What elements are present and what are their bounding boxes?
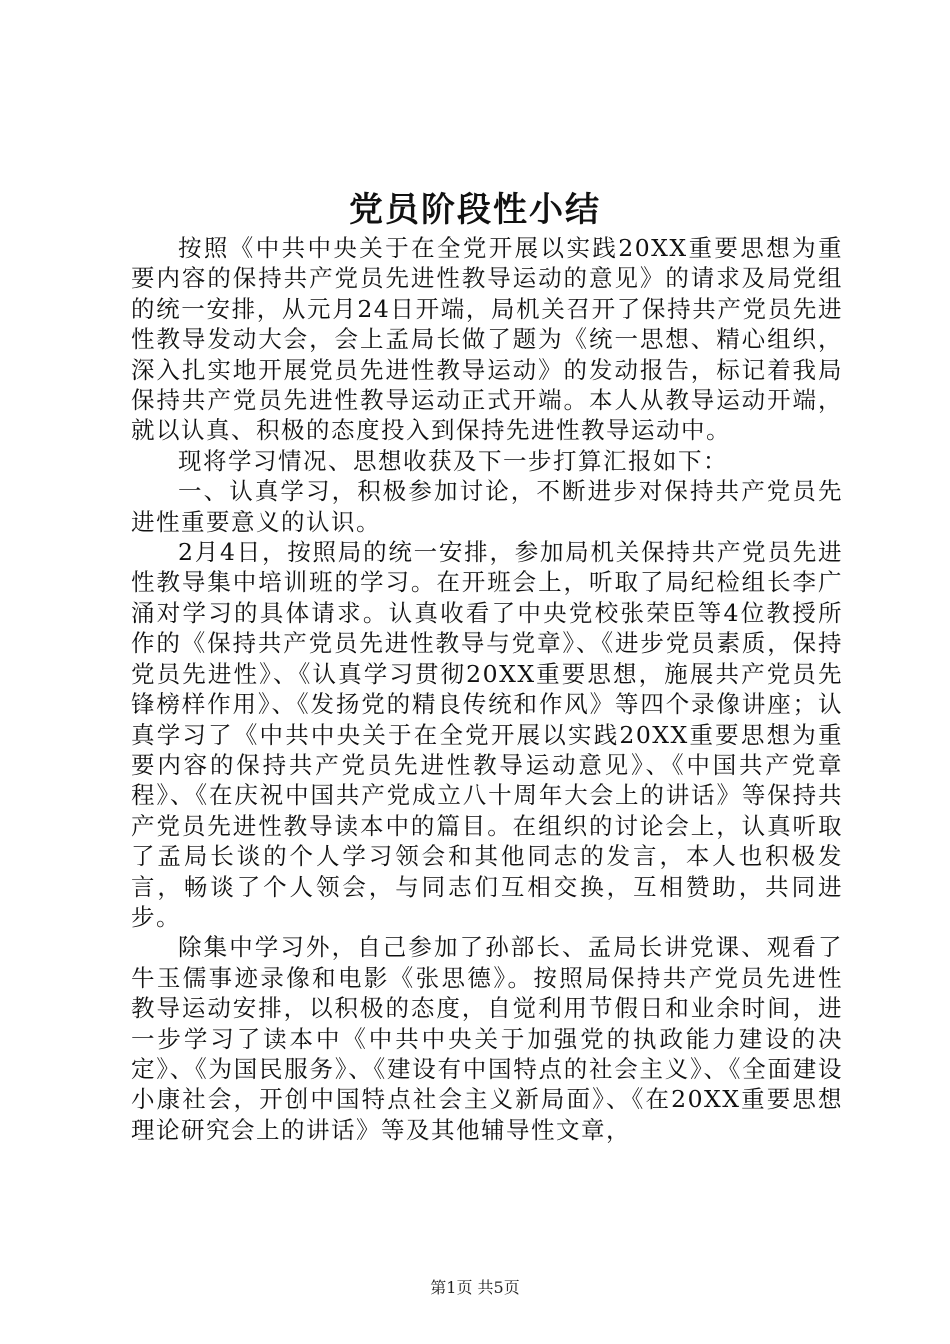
page-footer: 第1页 共5页 <box>430 1278 520 1297</box>
document-body <box>131 233 843 1145</box>
paragraph-self-study: 除集中学习外，自己参加了孙部长、孟局长讲党课、观看了牛玉儒事迹录像和电影《张思德》。按照局保持共产党员先进性教导运动安排，以积极的态度，自觉利用节假日和业余时间，进一步学习了读本中《中共中央关于加强党的执政能力建设的决定》、《为国民服务》、《建设有中国特点的社会主义》、《全面建设小康社会，开创中国特点社会主义新局面》、《在20XX重要思想理论研究会上的讲话》等及其他辅导性文章， <box>131 933 843 1144</box>
paragraph-report-lead: 现将学习情况、思想收获及下一步打算汇报如下： <box>178 446 728 475</box>
paragraph-intro: 按照《中共中央关于在全党开展以实践20XX重要思想为重要内容的保持共产党员先进性教导运动的意见》的请求及局党组的统一安排，从元月24日开端，局机关召开了保持共产党员先进性教导发动大会，会上孟局长做了题为《统一思想、精心组织，深入扎实地开展党员先进性教导运动》的发动报告，标记着我局保持共产党员先进性教导运动正式开端。本人从教导运动开端，就以认真、积极的态度投入到保持先进性教导运动中。 <box>131 234 843 445</box>
paragraph-training: 2月4日，按照局的统一安排，参加局机关保持共产党员先进性教导集中培训班的学习。在开班会上，听取了局纪检组长李广涌对学习的具体请求。认真收看了中央党校张荣臣等4位教授所作的《保持共产党员先进性教导与党章》、《进步党员素质，保持党员先进性》、《认真学习贯彻20XX重要思想，施展共产党员先锋榜样作用》、《发扬党的精良传统和作风》等四个录像讲座；认真学习了《中共中央关于在全党开展以实践20XX重要思想为重要内容的保持共产党员先进性教导运动意见》、《中国共产党章程》、《在庆祝中国共产党成立八十周年大会上的讲话》等保持共产党员先进性教导读本中的篇目。在组织的讨论会上，认真听取了孟局长谈的个人学习领会和其他同志的发言，本人也积极发言，畅谈了个人领会，与同志们互相交换，互相赞助，共同进步。 <box>131 538 843 931</box>
document-title: 党员阶段性小结 <box>349 190 601 230</box>
section-heading-1: 一、认真学习，积极参加讨论，不断进步对保持共产党员先进性重要意义的认识。 <box>131 477 843 536</box>
